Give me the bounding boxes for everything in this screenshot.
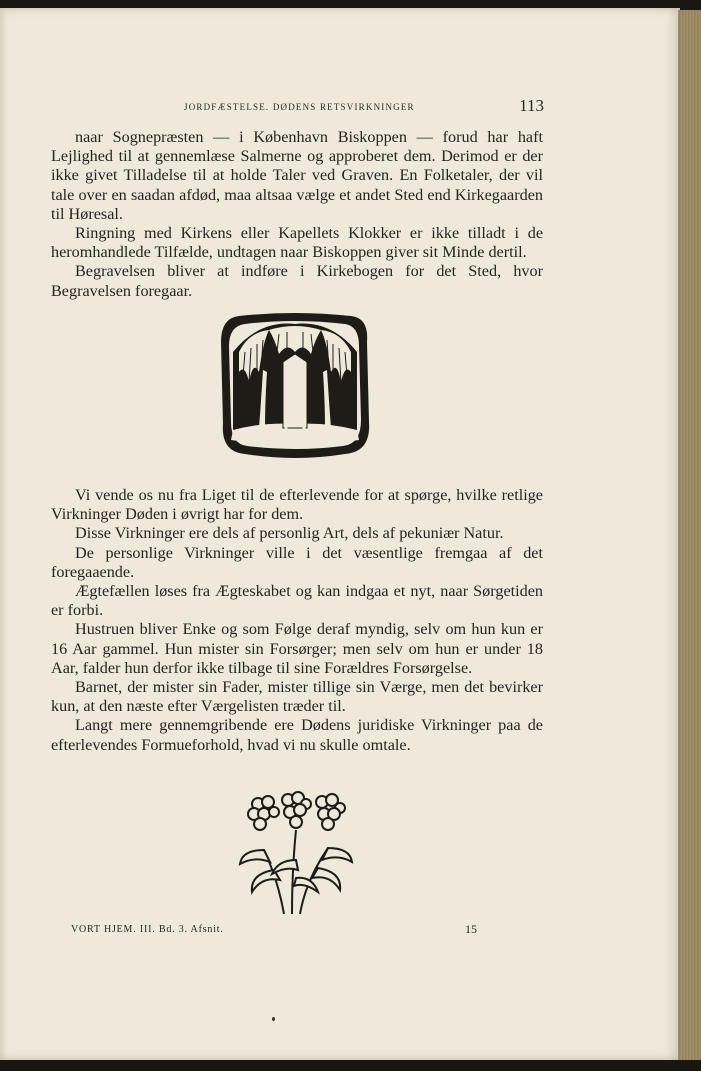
printer-signature: VORT HJEM. III. Bd. 3. Afsnit. <box>71 924 224 935</box>
page-header <box>50 96 544 118</box>
paragraph: Ægtefællen løses fra Ægteskabet og kan indgaa et nyt, naar Sørgetiden er forbi. <box>51 582 543 620</box>
willow-grave-vignette <box>219 312 371 458</box>
paragraph: Langt mere gennemgribende ere Dødens juridiske Virkninger paa de efterlevendes Formueforhold, hvad vi nu skulle omtale. <box>51 716 543 754</box>
paragraph: De personlige Virkninger ville i det væsentlige fremgaa af det foregaaende. <box>51 543 543 581</box>
paragraph: Ringning med Kirkens eller Kapellets Klokker er ikke tilladt i de heromhandlede Tilfælde, undtagen naar Biskoppen giver sit Minde dertil. <box>51 224 543 262</box>
paragraph: Barnet, der mister sin Fader, mister tillige sin Værge, men det bevirker kun, at den næste efter Værgelisten træder til. <box>51 678 543 716</box>
paragraph: Begravelsen bliver at indføre i Kirkebogen for det Sted, hvor Begravelsen foregaar. <box>51 262 543 300</box>
text-block-top <box>51 128 543 301</box>
paragraph: Hustruen bliver Enke og som Følge deraf myndig, selv om hun kun er 16 Aar gammel. Hun mister sin Forsørger; men selv om hun er under 18 Aar, falder hun derfor ikke tilbage til sine Forældres Forsørgelse. <box>51 620 543 677</box>
paragraph: Vi vende os nu fra Liget til de efterlevende for at spørge, hvilke retlige Virkninger Døden i øvrigt har for dem. <box>51 486 543 524</box>
paragraph: Disse Virkninger ere dels af personlig Art, dels af pekuniær Natur. <box>75 524 504 543</box>
page-edges <box>678 10 701 1060</box>
running-title: JORDFÆSTELSE. DØDENS RETSVIRKNINGER <box>184 102 415 112</box>
text-block-bottom <box>51 486 543 755</box>
page-number: 113 <box>519 96 544 115</box>
paragraph: naar Sognepræsten — i København Biskoppen — forud har haft Lejlighed til at gennemlæse Salmerne og approberet dem. Derimod er der ikke givet Tilladelse til at holde Taler ved Graven. En Folketaler, der vil tale over en saadan afdød, maa altsaa vælge et andet Sted end Kirkegaarden til Høresal. <box>51 128 543 223</box>
ink-speck <box>272 1017 275 1021</box>
flower-vignette <box>234 790 358 916</box>
sheet-number: 15 <box>465 922 477 936</box>
